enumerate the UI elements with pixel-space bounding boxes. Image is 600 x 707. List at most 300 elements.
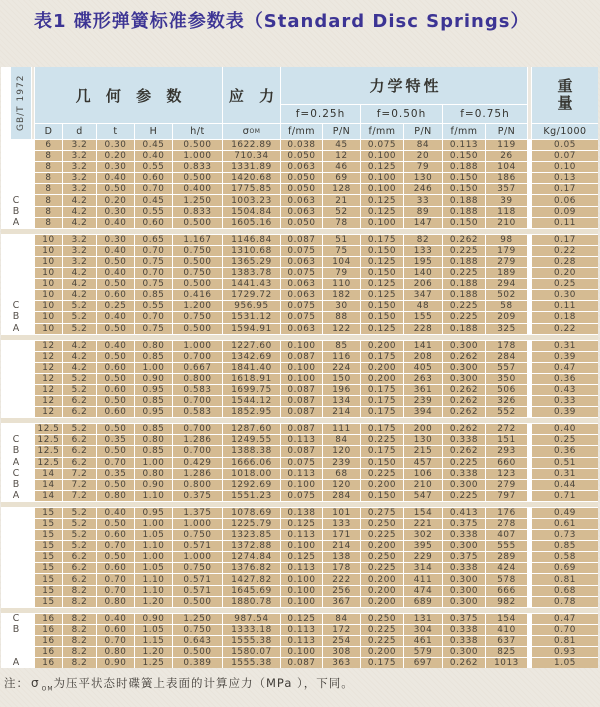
table-cell: 5.2 <box>63 541 96 551</box>
table-cell: 0.200 <box>361 574 403 584</box>
series-label: C <box>12 194 20 206</box>
standard-label: GB/T 1972 <box>11 67 31 139</box>
table-cell: 4.2 <box>63 290 96 300</box>
table-cell: 0.300 <box>443 586 485 596</box>
series-label <box>1 173 31 183</box>
table-cell: 325 <box>486 324 527 334</box>
table-cell: 0.17 <box>532 184 598 194</box>
table-cell: 0.413 <box>443 508 485 518</box>
table-cell: 424 <box>486 563 527 573</box>
table-cell: 0.700 <box>173 396 222 406</box>
table-cell: 1427.82 <box>223 574 280 584</box>
table-cell: 0.60 <box>97 290 134 300</box>
series-label: C <box>12 300 20 312</box>
table-cell: 0.075 <box>281 491 322 501</box>
table-cell: 0.338 <box>443 435 485 445</box>
spacer <box>32 67 34 139</box>
group-separator <box>1 335 598 340</box>
table-cell: 254 <box>323 636 360 646</box>
table-cell: 0.125 <box>361 162 403 172</box>
table-cell: 16 <box>35 636 62 646</box>
column-spacer <box>32 246 34 256</box>
table-cell: 8.2 <box>63 625 96 635</box>
col-pn-1: P/N <box>323 124 360 139</box>
table-cell: 1555.38 <box>223 636 280 646</box>
table-cell: 1227.60 <box>223 341 280 351</box>
table-cell: 308 <box>323 647 360 657</box>
table-cell: 1.000 <box>173 341 222 351</box>
series-label <box>1 341 31 351</box>
table-cell: 0.75 <box>135 324 172 334</box>
table-cell: 0.750 <box>173 563 222 573</box>
table-cell: 14 <box>35 480 62 490</box>
table-cell: 0.300 <box>443 480 485 490</box>
table-cell: 128 <box>323 184 360 194</box>
table-cell: 363 <box>323 658 360 668</box>
table-row <box>1 586 598 596</box>
page-title: 表1 碟形弹簧标准参数表（Standard Disc Springs） <box>34 11 530 32</box>
table-row <box>1 207 598 217</box>
col-d: d <box>63 124 96 139</box>
table-cell: 0.80 <box>135 435 172 445</box>
table-row <box>1 257 598 267</box>
series-label: A <box>12 657 20 669</box>
column-spacer <box>528 184 531 194</box>
series-label: C <box>12 434 20 446</box>
table-cell: 12 <box>35 385 62 395</box>
table-cell: 0.063 <box>281 162 322 172</box>
table-cell: 0.20 <box>97 151 134 161</box>
table-cell: 104 <box>323 257 360 267</box>
table-cell: 0.30 <box>97 140 134 150</box>
table-cell: 0.300 <box>443 374 485 384</box>
table-cell: 289 <box>486 552 527 562</box>
column-spacer <box>528 435 531 445</box>
table-cell: 1622.89 <box>223 140 280 150</box>
table-cell: 0.225 <box>443 491 485 501</box>
table-cell: 15 <box>35 541 62 551</box>
table-cell: 239 <box>323 458 360 468</box>
table-cell: 20 <box>404 151 442 161</box>
table-cell: 10 <box>35 290 62 300</box>
table-cell: 0.85 <box>532 541 598 551</box>
table-row <box>1 301 598 311</box>
table-cell: 1.375 <box>173 508 222 518</box>
table-cell: 1618.91 <box>223 374 280 384</box>
table-row <box>1 458 598 468</box>
column-spacer <box>528 279 531 289</box>
table-cell: 0.100 <box>281 597 322 607</box>
table-row <box>1 352 598 362</box>
table-cell: 0.416 <box>173 290 222 300</box>
table-cell: 0.60 <box>97 363 134 373</box>
table-row <box>1 563 598 573</box>
table-cell: 0.50 <box>97 519 134 529</box>
table-cell: 178 <box>323 563 360 573</box>
table-cell: 1.000 <box>173 552 222 562</box>
table-cell: 12 <box>35 396 62 406</box>
table-cell: 0.100 <box>361 218 403 228</box>
column-spacer <box>32 636 34 646</box>
column-spacer <box>32 173 34 183</box>
table-cell: 0.70 <box>97 458 134 468</box>
table-cell: 10 <box>35 257 62 267</box>
table-cell: 825 <box>486 647 527 657</box>
col-t: t <box>97 124 134 139</box>
table-cell: 1.10 <box>135 541 172 551</box>
table-cell: 0.188 <box>443 195 485 205</box>
table-row <box>1 597 598 607</box>
table-cell: 16 <box>35 625 62 635</box>
series-label <box>1 184 31 194</box>
table-cell: 0.70 <box>97 574 134 584</box>
table-cell: 0.500 <box>173 324 222 334</box>
table-cell: 5.2 <box>63 301 96 311</box>
table-cell: 0.571 <box>173 586 222 596</box>
table-cell: 7.2 <box>63 491 96 501</box>
table-cell: 0.60 <box>97 407 134 417</box>
series-label: B <box>12 311 20 323</box>
table-cell: 555 <box>486 541 527 551</box>
table-cell: 0.500 <box>173 647 222 657</box>
table-cell: 140 <box>404 268 442 278</box>
table-cell: 0.338 <box>443 530 485 540</box>
standard-label-cell <box>1 67 31 139</box>
table-cell: 84 <box>404 140 442 150</box>
table-cell: 0.50 <box>97 374 134 384</box>
table-cell: 15 <box>35 552 62 562</box>
column-spacer <box>528 446 531 456</box>
table-cell: 246 <box>404 184 442 194</box>
table-cell: 5.2 <box>63 374 96 384</box>
column-spacer <box>528 658 531 668</box>
table-cell: 0.175 <box>361 235 403 245</box>
table-cell: 10 <box>35 279 62 289</box>
table-cell: 69 <box>323 173 360 183</box>
col-pn-3: P/N <box>486 124 527 139</box>
table-row <box>1 184 598 194</box>
table-cell: 26 <box>486 151 527 161</box>
table-cell: 0.85 <box>135 446 172 456</box>
table-cell: 314 <box>404 563 442 573</box>
table-cell: 0.39 <box>532 407 598 417</box>
table-cell: 10 <box>35 324 62 334</box>
column-spacer <box>528 574 531 584</box>
table-cell: 0.40 <box>97 173 134 183</box>
table-cell: 1852.95 <box>223 407 280 417</box>
table-cell: 182 <box>323 290 360 300</box>
table-cell: 0.150 <box>361 458 403 468</box>
table-cell: 134 <box>323 396 360 406</box>
table-cell: 12.5 <box>35 446 62 456</box>
column-spacer <box>528 162 531 172</box>
series-label <box>1 290 31 300</box>
table-cell: 8 <box>35 218 62 228</box>
series-label <box>1 519 31 529</box>
table-cell: 502 <box>486 290 527 300</box>
table-cell: 0.51 <box>532 458 598 468</box>
table-cell: 0.113 <box>443 140 485 150</box>
table-cell: 279 <box>486 480 527 490</box>
table-cell: 0.262 <box>443 424 485 434</box>
column-spacer <box>32 647 34 657</box>
series-label <box>1 563 31 573</box>
column-spacer <box>32 363 34 373</box>
column-spacer <box>32 151 34 161</box>
table-cell: 116 <box>323 352 360 362</box>
table-cell: 0.11 <box>532 218 598 228</box>
table-cell: 0.050 <box>281 218 322 228</box>
table-cell: 0.225 <box>443 246 485 256</box>
table-cell: 0.80 <box>97 491 134 501</box>
table-cell: 8 <box>35 173 62 183</box>
column-spacer <box>32 312 34 322</box>
column-spacer <box>32 563 34 573</box>
table-row <box>1 480 598 490</box>
table-cell: 0.06 <box>532 195 598 205</box>
table-cell: 0.113 <box>281 563 322 573</box>
table-cell: 196 <box>323 385 360 395</box>
table-cell: 179 <box>486 246 527 256</box>
table-cell: 0.36 <box>532 446 598 456</box>
table-cell: 12 <box>35 407 62 417</box>
column-spacer <box>32 658 34 668</box>
table-cell: 0.22 <box>532 246 598 256</box>
series-label <box>1 407 31 417</box>
table-cell: 689 <box>404 597 442 607</box>
table-cell: 0.375 <box>443 552 485 562</box>
table-cell: 10 <box>35 268 62 278</box>
table-row <box>1 508 598 518</box>
table-cell: 46 <box>323 162 360 172</box>
table-cell: 171 <box>323 530 360 540</box>
column-spacer <box>32 530 34 540</box>
column-spacer <box>528 173 531 183</box>
table-cell: 0.35 <box>97 469 134 479</box>
table-cell: 1531.12 <box>223 312 280 322</box>
table-cell: 118 <box>486 207 527 217</box>
table-cell: 0.30 <box>97 162 134 172</box>
table-cell: 1841.40 <box>223 363 280 373</box>
table-row <box>1 396 598 406</box>
table-cell: 637 <box>486 636 527 646</box>
column-spacer <box>32 207 34 217</box>
table-cell: 133 <box>323 519 360 529</box>
table-cell: 10 <box>35 246 62 256</box>
table-cell: 0.40 <box>97 218 134 228</box>
table-cell: 284 <box>486 352 527 362</box>
table-cell: 0.750 <box>173 268 222 278</box>
table-cell: 0.375 <box>173 491 222 501</box>
table-cell: 0.30 <box>97 207 134 217</box>
table-cell: 0.262 <box>443 385 485 395</box>
table-cell: 1666.06 <box>223 458 280 468</box>
table-cell: 1.05 <box>135 563 172 573</box>
table-cell: 666 <box>486 586 527 596</box>
spacer <box>528 67 531 139</box>
table-cell: 209 <box>486 312 527 322</box>
table-cell: 6.2 <box>63 574 96 584</box>
table-cell: 0.125 <box>361 207 403 217</box>
table-cell: 263 <box>404 374 442 384</box>
table-cell: 4.2 <box>63 268 96 278</box>
table-cell: 506 <box>486 385 527 395</box>
table-cell: 0.138 <box>281 508 322 518</box>
table-cell: 3.2 <box>63 257 96 267</box>
table-cell: 0.300 <box>443 341 485 351</box>
table-cell: 0.087 <box>281 424 322 434</box>
column-spacer <box>32 374 34 384</box>
header-geometry: 几 何 参 数 <box>35 67 222 123</box>
table-cell: 79 <box>404 162 442 172</box>
table-header <box>1 67 598 139</box>
table-cell: 0.150 <box>361 491 403 501</box>
table-row <box>1 218 598 228</box>
table-cell: 1.10 <box>135 586 172 596</box>
column-spacer <box>32 396 34 406</box>
table-cell: 6.2 <box>63 396 96 406</box>
table-cell: 0.063 <box>281 195 322 205</box>
column-spacer <box>528 352 531 362</box>
col-D: D <box>35 124 62 139</box>
table-row <box>1 246 598 256</box>
table-cell: 0.100 <box>281 586 322 596</box>
table-cell: 0.250 <box>361 552 403 562</box>
table-cell: 578 <box>486 574 527 584</box>
table-cell: 3.2 <box>63 173 96 183</box>
column-spacer <box>528 519 531 529</box>
table-cell: 0.225 <box>443 268 485 278</box>
table-cell: 0.200 <box>361 586 403 596</box>
table-cell: 10 <box>35 312 62 322</box>
series-label: B <box>12 205 20 217</box>
table-cell: 0.087 <box>281 385 322 395</box>
table-cell: 1729.72 <box>223 290 280 300</box>
column-spacer <box>528 491 531 501</box>
table-cell: 0.100 <box>361 173 403 183</box>
col-pn-2: P/N <box>404 124 442 139</box>
table-cell: 133 <box>404 246 442 256</box>
table-cell: 0.40 <box>135 151 172 161</box>
series-label <box>1 636 31 646</box>
table-cell: 130 <box>404 173 442 183</box>
table-cell: 0.750 <box>173 625 222 635</box>
header-stress: 应 力 <box>223 67 280 123</box>
series-label <box>1 530 31 540</box>
table-cell: 8.2 <box>63 597 96 607</box>
table-cell: 0.188 <box>443 207 485 217</box>
table-cell: 6.2 <box>63 407 96 417</box>
table-cell: 0.300 <box>443 541 485 551</box>
table-cell: 0.60 <box>97 385 134 395</box>
table-cell: 3.2 <box>63 140 96 150</box>
column-spacer <box>528 363 531 373</box>
table-cell: 15 <box>35 597 62 607</box>
table-cell: 1551.23 <box>223 491 280 501</box>
table-cell: 8 <box>35 207 62 217</box>
col-fmm-1: f/mm <box>281 124 322 139</box>
table-cell: 1555.38 <box>223 658 280 668</box>
table-cell: 0.49 <box>532 508 598 518</box>
table-cell: 131 <box>404 614 442 624</box>
table-cell: 0.225 <box>361 435 403 445</box>
table-cell: 101 <box>323 508 360 518</box>
table-cell: 0.113 <box>281 636 322 646</box>
table-cell: 0.500 <box>173 279 222 289</box>
table-cell: 15 <box>35 530 62 540</box>
series-label: A <box>12 489 20 501</box>
table-cell: 75 <box>323 246 360 256</box>
table-cell: 0.22 <box>532 324 598 334</box>
table-cell: 0.50 <box>97 257 134 267</box>
column-spacer <box>32 279 34 289</box>
table-cell: 5.2 <box>63 530 96 540</box>
table-cell: 0.80 <box>135 341 172 351</box>
table-cell: 1388.38 <box>223 446 280 456</box>
table-cell: 697 <box>404 658 442 668</box>
column-spacer <box>32 301 34 311</box>
table-cell: 1699.75 <box>223 385 280 395</box>
table-cell: 410 <box>486 625 527 635</box>
table-cell: 224 <box>323 363 360 373</box>
table-cell: 293 <box>486 446 527 456</box>
table-cell: 15 <box>35 508 62 518</box>
table-cell: 0.61 <box>532 519 598 529</box>
table-cell: 0.087 <box>281 352 322 362</box>
table-cell: 0.188 <box>443 257 485 267</box>
table-cell: 4.2 <box>63 207 96 217</box>
table-cell: 3.2 <box>63 184 96 194</box>
table-cell: 0.18 <box>532 312 598 322</box>
table-cell: 1.25 <box>135 658 172 668</box>
table-cell: 1383.78 <box>223 268 280 278</box>
table-cell: 0.30 <box>532 290 598 300</box>
table-cell: 0.43 <box>532 385 598 395</box>
column-spacer <box>32 625 34 635</box>
table-cell: 6.2 <box>63 458 96 468</box>
table-cell: 0.262 <box>443 235 485 245</box>
table-cell: 395 <box>404 541 442 551</box>
table-cell: 1365.29 <box>223 257 280 267</box>
table-cell: 0.90 <box>97 658 134 668</box>
table-cell: 98 <box>486 235 527 245</box>
table-cell: 89 <box>404 207 442 217</box>
table-cell: 0.300 <box>443 597 485 607</box>
table-cell: 206 <box>404 279 442 289</box>
table-cell: 1323.85 <box>223 530 280 540</box>
table-cell: 228 <box>404 324 442 334</box>
table-cell: 1.15 <box>135 636 172 646</box>
table-cell: 0.175 <box>361 658 403 668</box>
table-cell: 347 <box>404 290 442 300</box>
table-cell: 0.500 <box>173 597 222 607</box>
column-spacer <box>528 396 531 406</box>
table-cell: 0.338 <box>443 625 485 635</box>
table-cell: 84 <box>323 435 360 445</box>
table-cell: 361 <box>404 385 442 395</box>
table-cell: 221 <box>404 519 442 529</box>
column-spacer <box>32 184 34 194</box>
column-spacer <box>32 480 34 490</box>
table-cell: 1018.00 <box>223 469 280 479</box>
column-spacer <box>32 597 34 607</box>
series-label <box>1 268 31 278</box>
table-cell: 8 <box>35 162 62 172</box>
table-cell: 0.39 <box>532 352 598 362</box>
table-cell: 208 <box>404 352 442 362</box>
table-cell: 8.2 <box>63 658 96 668</box>
table-cell: 186 <box>486 173 527 183</box>
